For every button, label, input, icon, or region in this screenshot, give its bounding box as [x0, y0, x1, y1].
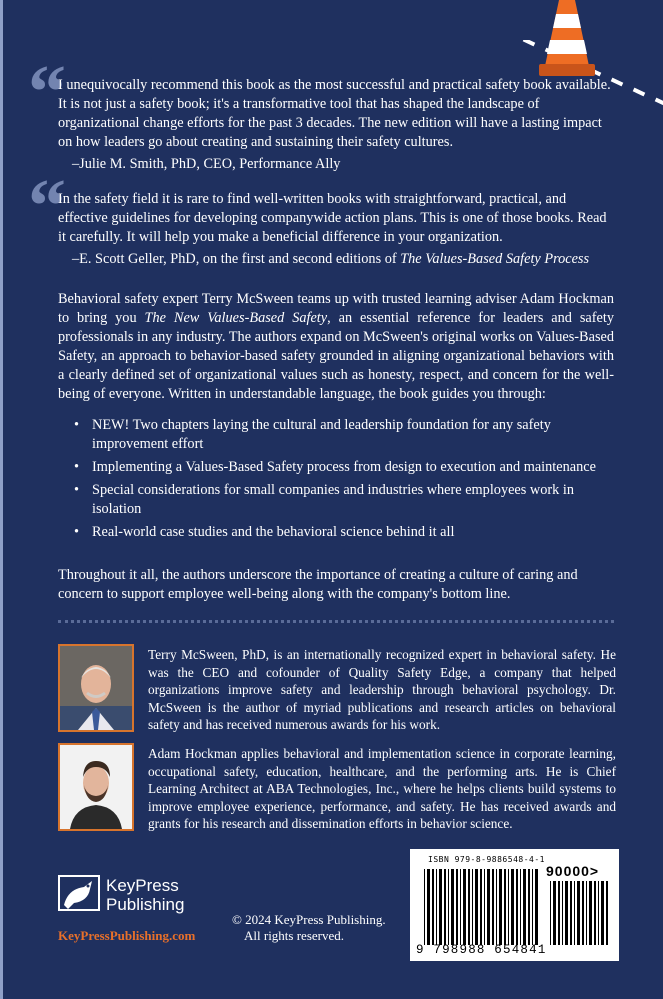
barcode-bar: [480, 869, 482, 945]
barcode-bar: [460, 869, 461, 945]
endorsement-quote: [58, 190, 618, 247]
author-photo-mcsween: [58, 644, 134, 732]
barcode-bar: [532, 869, 533, 945]
publisher-name-line1: KeyPress: [106, 876, 179, 895]
copyright-line1: © 2024 KeyPress Publishing.: [232, 912, 386, 927]
barcode-bar: [496, 869, 497, 945]
barcode-bar: [582, 881, 584, 945]
barcode-bar: [589, 881, 592, 945]
barcode-bar: [492, 869, 494, 945]
barcode-bar: [553, 881, 556, 945]
addon-barcode-bars: [550, 881, 610, 945]
closing-paragraph: Throughout it all, the authors underscore the importance of creating a culture of caring and concern to support employee well-being along with the company's bottom line.: [58, 567, 578, 602]
quote-attribution: –Julie M. Smith, PhD, CEO, Performance Ally: [72, 156, 341, 172]
list-item: • Real-world case studies and the behavioral science behind it all: [74, 523, 614, 542]
barcode-bar: [528, 869, 530, 945]
barcode-bar: [594, 881, 596, 945]
barcode-bar: [468, 869, 470, 945]
price-code: 90000>: [546, 863, 600, 879]
barcode-bar: [598, 881, 599, 945]
barcode-bar: [550, 881, 551, 945]
quote-text: In the safety field it is rare to find well-written books with straightforward, practical, and effective guidelines for developing companywide action plans. This is one of those books. Read it carefully. It will help you make a beneficial difference in your organization.: [58, 191, 607, 245]
publisher-website: KeyPressPublishing.com: [58, 928, 196, 943]
barcode-bar: [570, 881, 572, 945]
barcode-bar: [508, 869, 509, 945]
publisher-name: [106, 876, 184, 914]
barcode-bar: [451, 869, 454, 945]
description-book-title: The New Values-Based Safety: [144, 310, 328, 326]
section-divider: [58, 620, 614, 623]
author-bio: Terry McSween, PhD, is an internationally recognized expert in behavioral safety. He was the CEO and cofounder of Quality Safety Edge, a company that helped organizations improve safety and leadership through behavioral psychology. Dr. McSween is the author of myriad publications and research articles on behavioral safety and has received numerous awards for his work.: [148, 647, 616, 732]
barcode-bar: [504, 869, 506, 945]
attribution-prefix: –E. Scott Geller, PhD, on the first and second editions of: [72, 251, 401, 267]
publisher-name-line2: Publishing: [106, 895, 185, 914]
book-description: [58, 290, 614, 404]
barcode-bar: [444, 869, 446, 945]
barcode-bar: [520, 869, 521, 945]
endorsement-quote: [58, 76, 618, 152]
quote-text: I unequivocally recommend this book as the most successful and practical safety book available. It is not just a safety book; it's a transformative tool that has shaped the landscape of organizational change efforts for the past 3 decades. The new edition will have a lasting impact on how leaders go about creating and sustaining their safety cultures.: [58, 77, 611, 150]
quote-mark-icon: “: [28, 50, 66, 134]
author-photo-hockman: [58, 743, 134, 831]
copyright-line2: All rights reserved.: [244, 928, 345, 943]
list-item: • NEW! Two chapters laying the cultural and leadership foundation for any safety improvement effort: [74, 416, 614, 454]
list-item: • Special considerations for small companies and industries where employees work in isolation: [74, 481, 614, 519]
barcode-bar: [562, 881, 563, 945]
barcode-bar: [577, 881, 580, 945]
barcode-bar: [586, 881, 587, 945]
barcode-bar: [439, 869, 442, 945]
barcode-bar: [436, 869, 437, 945]
barcode-bar: [511, 869, 514, 945]
barcode-bar: [456, 869, 458, 945]
barcode-bar: [574, 881, 575, 945]
quote-mark-icon: “: [28, 164, 66, 248]
barcode-bar: [516, 869, 518, 945]
barcode-bar: [475, 869, 478, 945]
barcode-bar: [448, 869, 449, 945]
isbn-barcode: [410, 849, 619, 961]
barcode-bar: [523, 869, 526, 945]
barcode-bar: [606, 881, 608, 945]
barcode-bar: [558, 881, 560, 945]
quote-attribution: [72, 250, 589, 269]
barcode-bar: [463, 869, 466, 945]
copyright-notice: [232, 912, 386, 944]
spine-edge: [0, 0, 3, 999]
attribution-book-title: The Values-Based Safety Process: [400, 251, 590, 267]
barcode-bar: [535, 869, 538, 945]
barcode-digits: 9 798988 654841: [416, 943, 547, 957]
author-bio: Adam Hockman applies behavioral and implementation science in corporate learning, occupational safety, education, healthcare, and the performing arts. He is Chief Learning Architect at ABA Technologies, Inc., where he helps clients build systems to improve employee experience, performance, and safety. He has received awards and grants for his research and dissemination efforts in behavior science.: [148, 746, 616, 831]
barcode-bar: [601, 881, 604, 945]
barcode-bar: [472, 869, 473, 945]
barcode-bar: [424, 869, 425, 945]
isbn-label: ISBN 979-8-9886548-4-1: [428, 855, 545, 864]
barcode-bar: [484, 869, 485, 945]
list-item: • Implementing a Values-Based Safety process from design to execution and maintenance: [74, 458, 614, 477]
barcode-bar: [499, 869, 502, 945]
barcode-bar: [487, 869, 490, 945]
description-part1: Behavioral safety expert Terry McSween teams up with trusted learning adviser Adam Hockman to bring you: [58, 291, 614, 326]
barcode-bar: [565, 881, 568, 945]
barcode-bar: [432, 869, 434, 945]
barcode-bar: [427, 869, 430, 945]
barcode-bars: [424, 869, 542, 945]
feature-list: [74, 416, 614, 542]
description-part2: , an essential reference for leaders and safety professionals in any industry. The authors expand on McSween's original works on Values-Based Safety, an approach to behavior-based safety grounded in aligning organizational behaviors with a clearly defined set of organizational values such as honesty, respect, and concern for the well-being of everyone. Written in understandable language, the book guides you through:: [58, 310, 615, 402]
traffic-cone-icon: [539, 0, 595, 80]
